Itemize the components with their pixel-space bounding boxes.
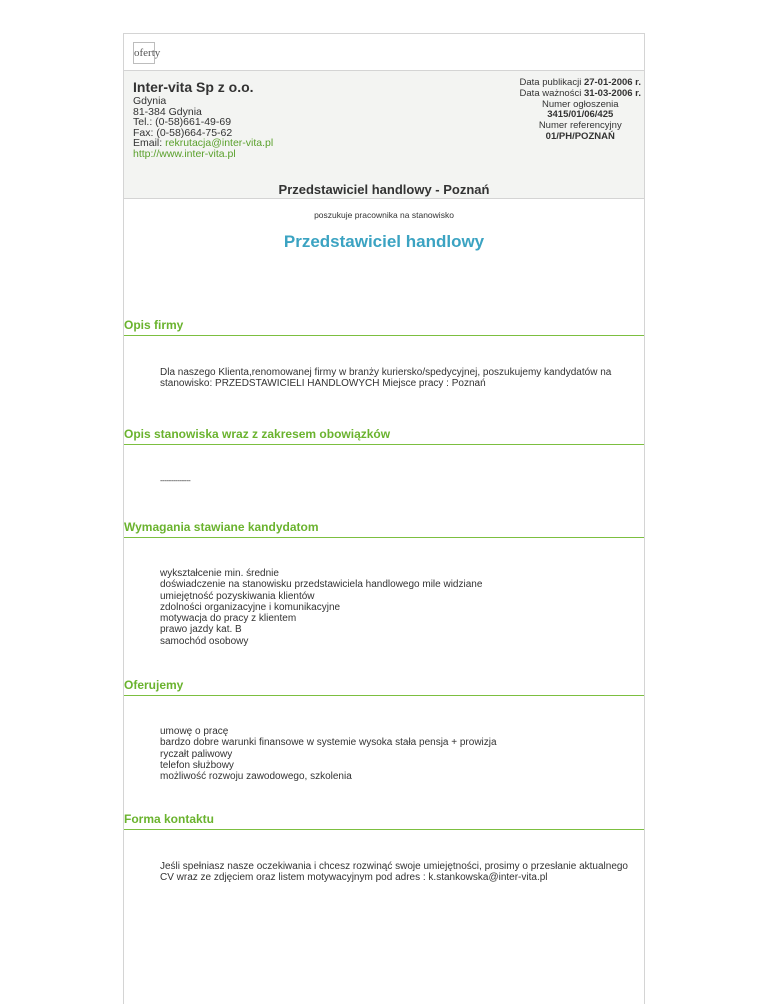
- list-item: wykształcenie min. średnie: [160, 568, 279, 579]
- company-name: Inter-vita Sp z o.o.: [133, 79, 254, 95]
- section-duties-text: --------------: [160, 476, 191, 485]
- exp-label: Data ważności: [519, 87, 582, 99]
- list-item: motywacja do pracy z klientem: [160, 613, 297, 625]
- list-item: bardzo dobre warunki finansowe w systemie wysoka stała pensja + prowizja: [160, 737, 497, 749]
- logo-row: [124, 34, 644, 71]
- list-item: możliwość rozwoju zawodowego, szkolenia: [160, 771, 352, 783]
- list-item: samochód osobowy: [160, 635, 249, 647]
- list-item: ryczałt paliwowy: [160, 748, 233, 760]
- position-heading: Przedstawiciel handlowy: [283, 232, 485, 251]
- company-header: [124, 71, 644, 199]
- job-offer-frame: [123, 33, 645, 1004]
- section-offer-title: Oferujemy: [124, 678, 644, 696]
- list-item: telefon służbowy: [160, 759, 234, 771]
- pub-label: Data publikacji: [519, 77, 582, 88]
- ref-label: Numer referencyjny: [538, 120, 622, 132]
- company-tel: Tel.: (0-58)661-49-69: [133, 116, 232, 129]
- ad-number-label: Numer ogłoszenia: [541, 98, 619, 110]
- expiry-date-row: [520, 89, 641, 100]
- website-row: [133, 149, 273, 160]
- email-label: Email:: [133, 137, 163, 150]
- section-company-desc-text: Dla naszego Klienta,renomowanej firmy w branży kuriersko/spedycyjnej, poszukujemy kandydatów na stanowisko: PRZEDSTAWICIELI HANDLOWYCH Miejsce pracy : Poznań: [160, 367, 612, 390]
- section-duties-title: Opis stanowiska wraz z zakresem obowiązków: [124, 427, 644, 445]
- section-requirements-title: Wymagania stawiane kandydatom: [124, 520, 644, 538]
- seeking-text: poszukuje pracownika na stanowisko: [314, 210, 454, 220]
- company-postal: 81-384 Gdynia: [133, 105, 202, 118]
- list-item: doświadczenie na stanowisku przedstawiciela handlowego mile widziane: [160, 579, 483, 591]
- email-link[interactable]: rekrutacja@inter-vita.pl: [165, 137, 274, 150]
- logo-image: oferty: [133, 42, 155, 64]
- requirements-list: [160, 568, 638, 647]
- company-city: Gdynia: [133, 95, 167, 107]
- offer-meta: [520, 78, 641, 143]
- company-fax: Fax: (0-58)664-75-62: [133, 126, 233, 139]
- exp-date: 31-03-2006 r.: [583, 87, 641, 99]
- ref-number: 01/PH/POZNAŃ: [545, 130, 615, 142]
- list-item: umowę o pracę: [160, 726, 229, 737]
- list-item: umiejętność pozyskiwania klientów: [160, 590, 315, 602]
- website-link[interactable]: http://www.inter-vita.pl: [133, 147, 236, 160]
- section-company-desc-title: Opis firmy: [124, 318, 644, 336]
- list-item: prawo jazdy kat. B: [160, 624, 242, 636]
- job-title: Przedstawiciel handlowy - Poznań: [278, 182, 490, 197]
- section-contact-text: Jeśli spełniasz nasze oczekiwania i chcesz rozwinąć swoje umiejętności, prosimy o przesłanie aktualnego CV wraz ze zdjęciem oraz listem motywacyjnym pod adres : k.stankowska@inter-vita.pl: [160, 861, 628, 884]
- section-contact-title: Forma kontaktu: [124, 812, 644, 830]
- company-address: [133, 96, 273, 160]
- offer-list: [160, 726, 638, 782]
- list-item: zdolności organizacyjne i komunikacyjne: [160, 601, 341, 613]
- pub-date: 27-01-2006 r.: [583, 77, 641, 88]
- ad-number: 3415/01/06/425: [547, 109, 614, 121]
